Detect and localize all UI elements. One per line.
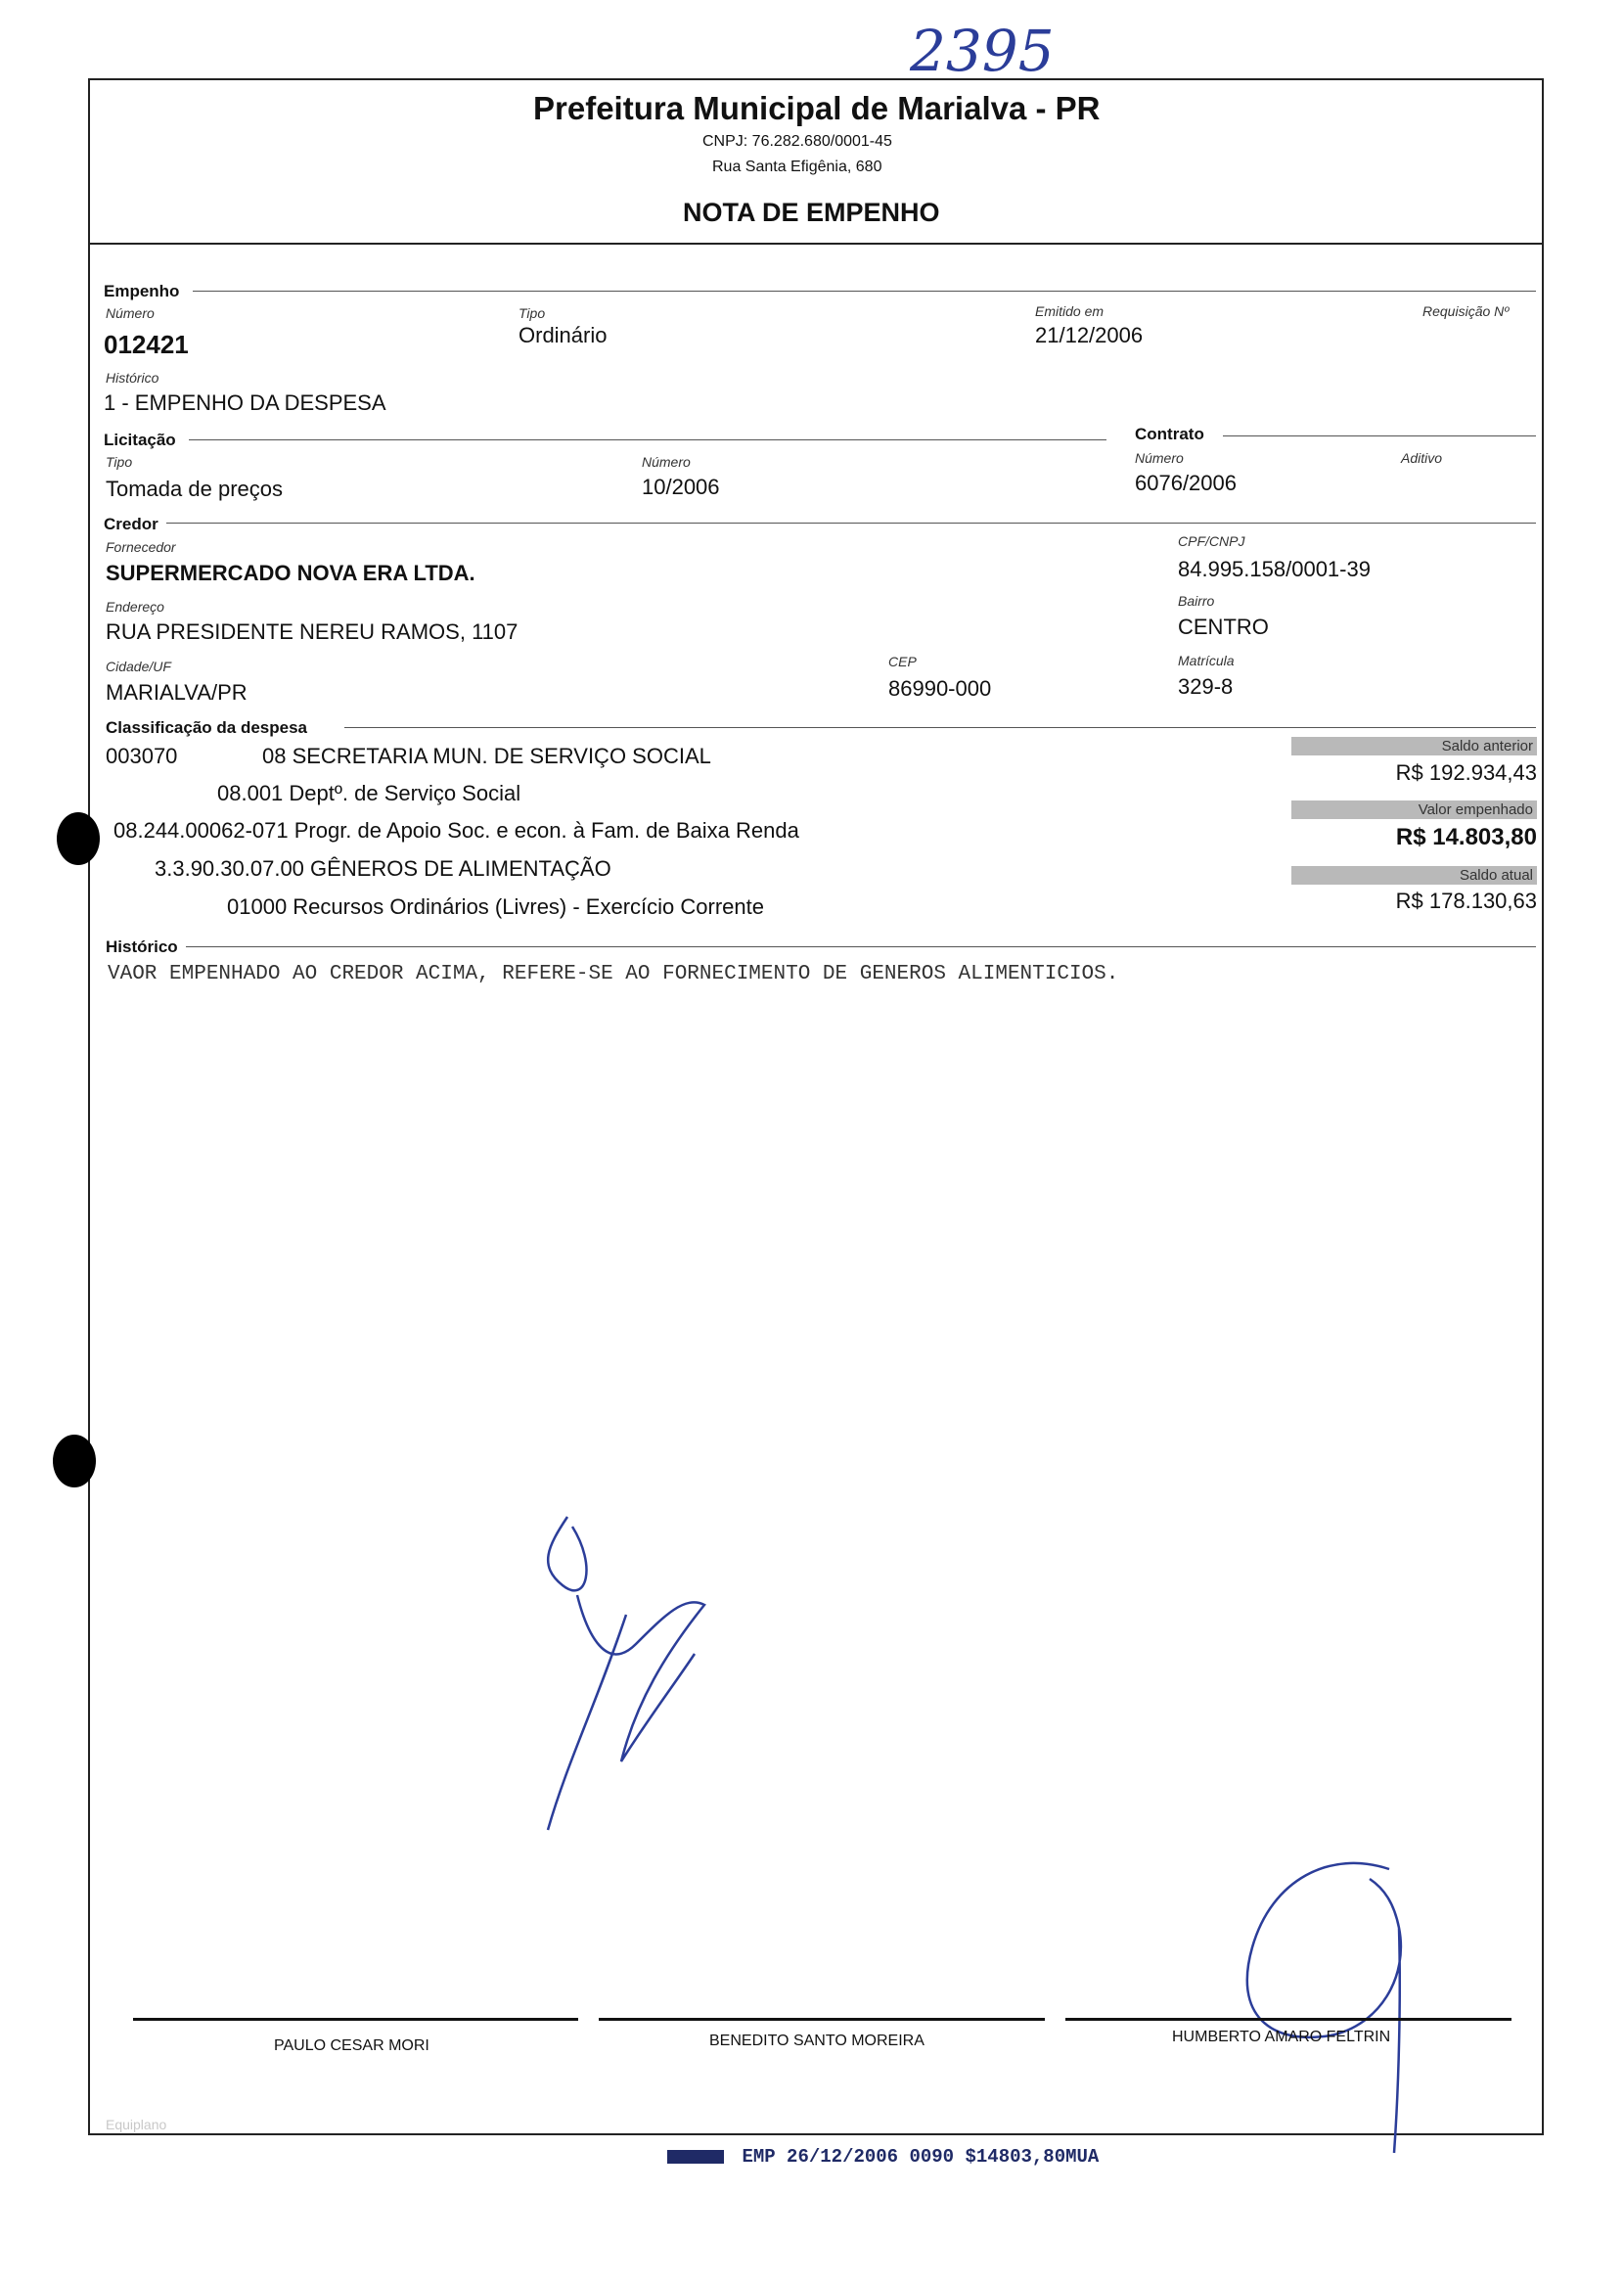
licitacao-numero: 10/2006 — [642, 475, 720, 499]
classificacao-row: 08.244.00062-071 Progr. de Apoio Soc. e econ. à Fam. de Baixa Renda — [113, 818, 799, 843]
licitacao-tipo-label: Tipo — [106, 454, 133, 470]
header-address: Rua Santa Efigênia, 680 — [712, 159, 882, 175]
stamp-logo — [667, 2150, 724, 2164]
mechanical-stamp: EMP 26/12/2006 0090 $14803,80MUA — [667, 2146, 1099, 2168]
footer-brand: Equiplano — [106, 2117, 167, 2132]
matricula-label: Matrícula — [1178, 653, 1235, 668]
classificacao-row: 01000 Recursos Ordinários (Livres) - Exercício Corrente — [227, 894, 764, 919]
bairro: CENTRO — [1178, 615, 1269, 639]
saldo-atual-label: Saldo atual — [1291, 866, 1537, 885]
empenho-tipo-label: Tipo — [519, 305, 546, 321]
signature-name: PAULO CESAR MORI — [274, 2037, 429, 2054]
valor-empenhado-label: Valor empenhado — [1291, 800, 1537, 819]
section-historico: Histórico — [106, 937, 178, 956]
emitido-label: Emitido em — [1035, 303, 1105, 319]
cep: 86990-000 — [888, 676, 992, 701]
document-frame — [88, 78, 1544, 2135]
fornecedor-label: Fornecedor — [106, 539, 176, 555]
contrato-numero-label: Número — [1135, 450, 1184, 466]
contrato-numero: 6076/2006 — [1135, 471, 1237, 495]
empenho-tipo: Ordinário — [519, 323, 608, 347]
bairro-label: Bairro — [1178, 593, 1215, 609]
punch-hole — [53, 1435, 96, 1487]
svg-text:2395: 2395 — [910, 18, 1055, 84]
header-cnpj: CNPJ: 76.282.680/0001-45 — [702, 133, 892, 150]
signature-scribble — [528, 1507, 783, 1840]
historico-text: VAOR EMPENHADO AO CREDOR ACIMA, REFERE-SE AO FORNECIMENTO DE GENEROS ALIMENTICIOS. — [108, 963, 1119, 985]
valor-empenhado: R$ 14.803,80 — [1395, 824, 1537, 850]
endereco: RUA PRESIDENTE NEREU RAMOS, 1107 — [106, 619, 519, 644]
section-credor: Credor — [104, 515, 158, 533]
page-title: Prefeitura Municipal de Marialva - PR — [533, 90, 1101, 126]
section-classificacao: Classificação da despesa — [106, 718, 308, 737]
header-divider — [88, 243, 1544, 245]
signature-line — [1065, 2018, 1511, 2021]
classificacao-code: 003070 — [106, 744, 178, 768]
section-empenho: Empenho — [104, 282, 180, 300]
fornecedor: SUPERMERCADO NOVA ERA LTDA. — [106, 561, 475, 585]
licitacao-tipo: Tomada de preços — [106, 477, 283, 501]
saldo-anterior-label: Saldo anterior — [1291, 737, 1537, 755]
emitido-date: 21/12/2006 — [1035, 323, 1144, 347]
empenho-numero-label: Número — [106, 305, 155, 321]
classificacao-row: 08.001 Deptº. de Serviço Social — [217, 781, 521, 805]
empenho-numero: 012421 — [104, 330, 189, 359]
cep-label: CEP — [888, 654, 917, 669]
signature-name: BENEDITO SANTO MOREIRA — [709, 2033, 925, 2049]
section-licitacao: Licitação — [104, 431, 176, 449]
doc-title: NOTA DE EMPENHO — [683, 198, 940, 227]
licitacao-numero-label: Número — [642, 454, 691, 470]
signature-line — [599, 2018, 1045, 2021]
cpf-value: 84.995.158/0001-39 — [1178, 557, 1371, 581]
saldo-atual: R$ 178.130,63 — [1395, 889, 1537, 913]
punch-hole — [57, 812, 100, 865]
empenho-historico-label: Histórico — [106, 370, 159, 386]
classificacao-row: 08 SECRETARIA MUN. DE SERVIÇO SOCIAL — [262, 744, 711, 768]
cidade-label: Cidade/UF — [106, 659, 171, 674]
classificacao-row: 3.3.90.30.07.00 GÊNEROS DE ALIMENTAÇÃO — [155, 856, 611, 881]
signature-name: HUMBERTO AMARO FELTRIN — [1172, 2029, 1391, 2045]
matricula: 329-8 — [1178, 674, 1234, 699]
requisicao-label: Requisição Nº — [1422, 303, 1510, 319]
empenho-historico: 1 - EMPENHO DA DESPESA — [104, 390, 386, 415]
handwritten-page-number — [900, 0, 1135, 88]
cpf-label: CPF/CNPJ — [1178, 533, 1245, 549]
endereco-label: Endereço — [106, 599, 164, 615]
saldo-anterior: R$ 192.934,43 — [1395, 760, 1537, 785]
contrato-aditivo-label: Aditivo — [1401, 450, 1443, 466]
section-contrato: Contrato — [1135, 425, 1204, 443]
cidade: MARIALVA/PR — [106, 680, 248, 705]
signature-scribble — [1213, 1850, 1428, 2163]
signature-line — [133, 2018, 578, 2021]
